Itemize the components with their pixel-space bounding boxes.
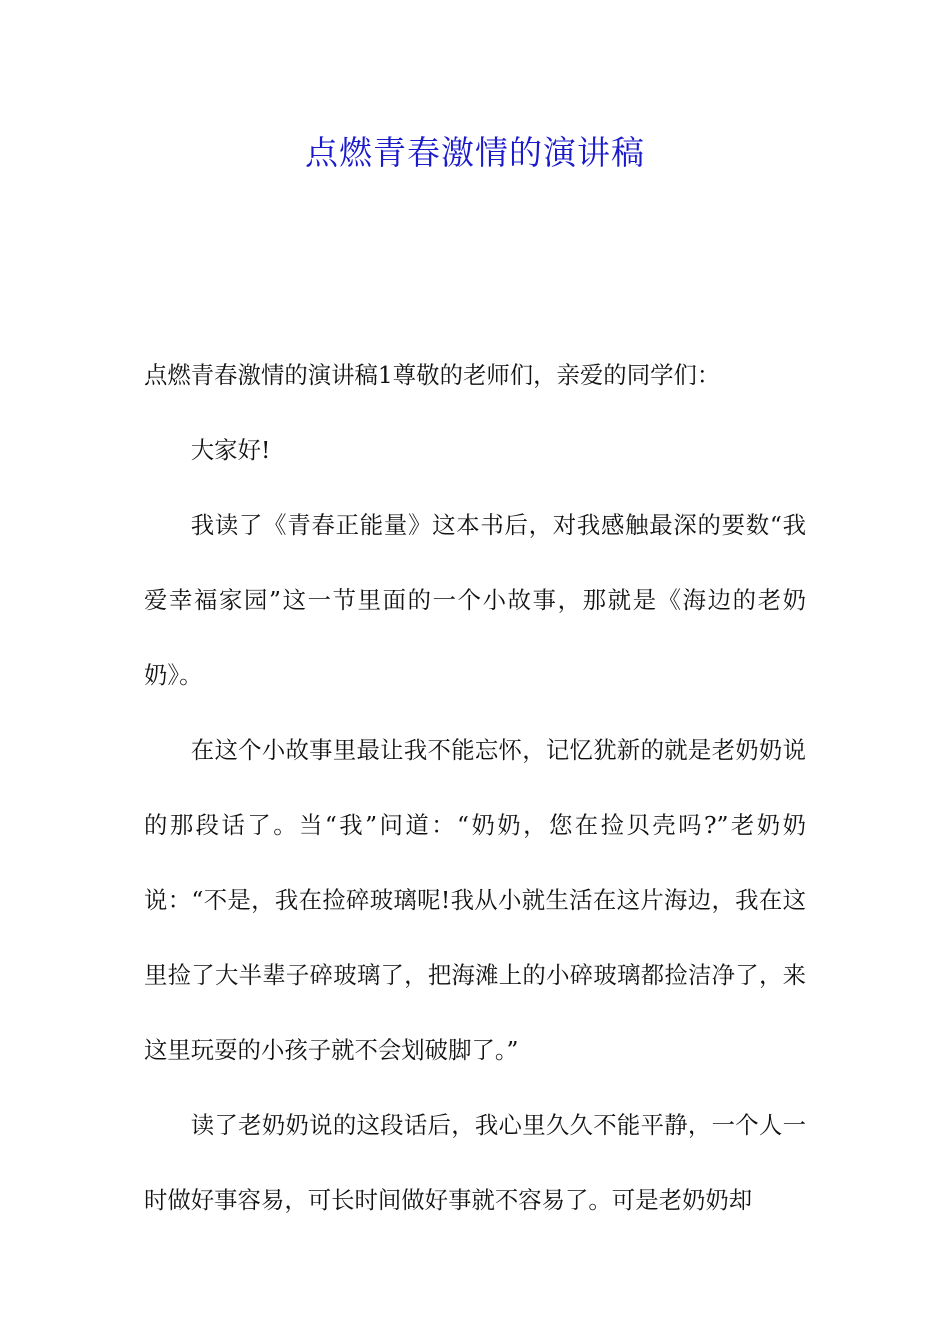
paragraph-salutation: 点燃青春激情的演讲稿1尊敬的老师们，亲爱的同学们： xyxy=(144,361,721,389)
document-title: 点燃青春激情的演讲稿 xyxy=(305,133,645,172)
paragraph-story-quote: 在这个小故事里最让我不能忘怀，记忆犹新的就是老奶奶说的那段话了。当“我”问道：“奶奶，您在捡贝壳吗?”老奶奶说：“不是，我在捡碎玻璃呢!我从小就生活在这片海边，我在这里捡了大半辈子碎玻璃了，把海滩上的小碎玻璃都捡洁净了，来这里玩耍的小孩子就不会划破脚了。” xyxy=(144,736,806,1064)
paragraph-book-intro: 我读了《青春正能量》这本书后，对我感触最深的要数“我爱幸福家园”这一节里面的一个小故事，那就是《海边的老奶奶》。 xyxy=(144,511,806,689)
paragraph-greeting: 大家好! xyxy=(190,436,271,464)
paragraph-reflection: 读了老奶奶说的这段话后，我心里久久不能平静，一个人一时做好事容易，可长时间做好事就不容易了。可是老奶奶却 xyxy=(144,1111,806,1214)
document-body xyxy=(144,338,806,1238)
